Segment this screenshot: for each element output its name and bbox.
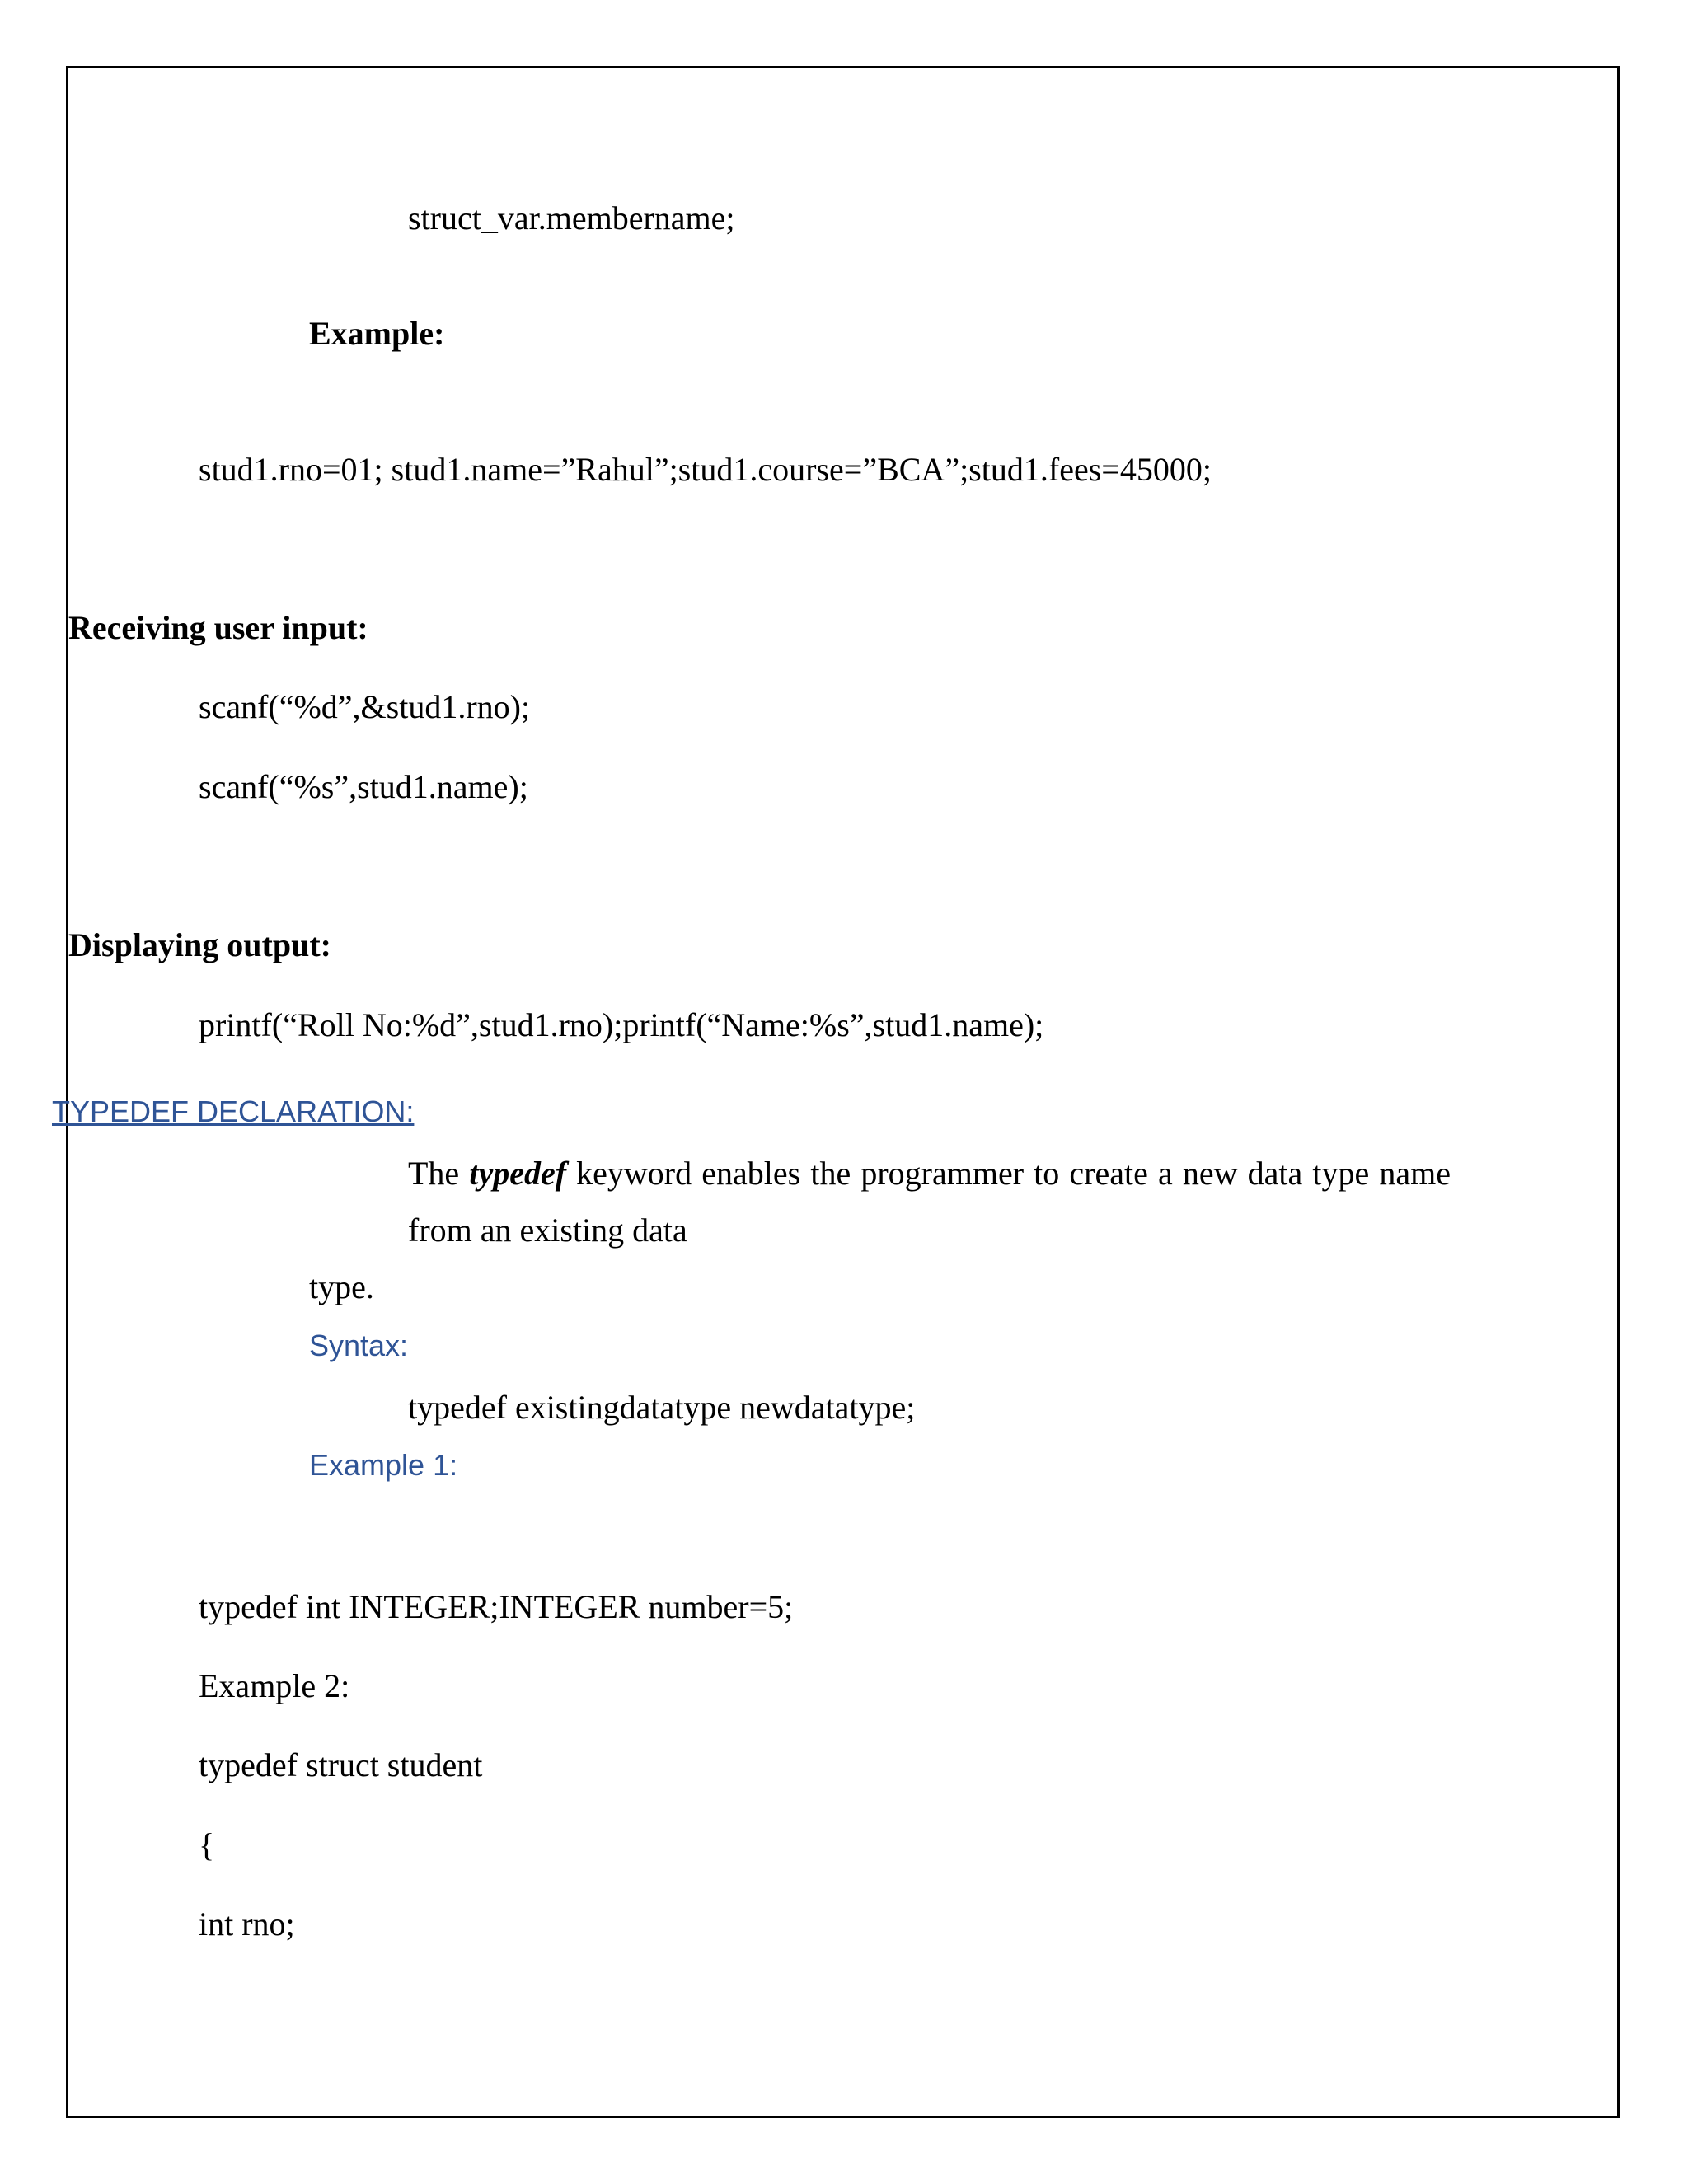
typedef-intro-line-2: from an existing data xyxy=(408,1212,687,1249)
example-label: Example: xyxy=(309,315,445,352)
typedef-intro-suffix: keyword enables the programmer to create a new data type name xyxy=(566,1155,1451,1192)
typedef-intro-line-1 xyxy=(408,1157,1451,1190)
example-1-label: Example 1: xyxy=(309,1448,458,1482)
receiving-input-heading: Receiving user input: xyxy=(68,609,368,646)
example-1-code: typedef int INTEGER;INTEGER number=5; xyxy=(199,1588,794,1625)
page-border xyxy=(66,66,1620,2118)
example-2-label: Example 2: xyxy=(199,1667,350,1704)
syntax-label: Syntax: xyxy=(309,1329,409,1362)
typedef-syntax-code: typedef existingdatatype newdatatype; xyxy=(408,1389,916,1426)
struct-declaration-line: typedef struct student xyxy=(199,1746,483,1783)
typedef-declaration-heading: TYPEDEF DECLARATION: xyxy=(52,1094,415,1128)
typedef-intro-prefix: The xyxy=(408,1155,470,1192)
printf-line: printf(“Roll No:%d”,stud1.rno);printf(“Name:%s”,stud1.name); xyxy=(199,1006,1044,1043)
example-code: stud1.rno=01; stud1.name=”Rahul”;stud1.course=”BCA”;stud1.fees=45000; xyxy=(199,451,1212,488)
scanf-name-line: scanf(“%s”,stud1.name); xyxy=(199,768,528,805)
open-brace: { xyxy=(199,1826,215,1863)
struct-access-syntax: struct_var.membername; xyxy=(408,199,735,237)
typedef-keyword: typedef xyxy=(469,1155,567,1192)
displaying-output-heading: Displaying output: xyxy=(68,926,331,963)
typedef-intro-line-3: type. xyxy=(309,1268,374,1305)
scanf-rno-line: scanf(“%d”,&stud1.rno); xyxy=(199,688,531,725)
member-rno-line: int rno; xyxy=(199,1905,295,1943)
